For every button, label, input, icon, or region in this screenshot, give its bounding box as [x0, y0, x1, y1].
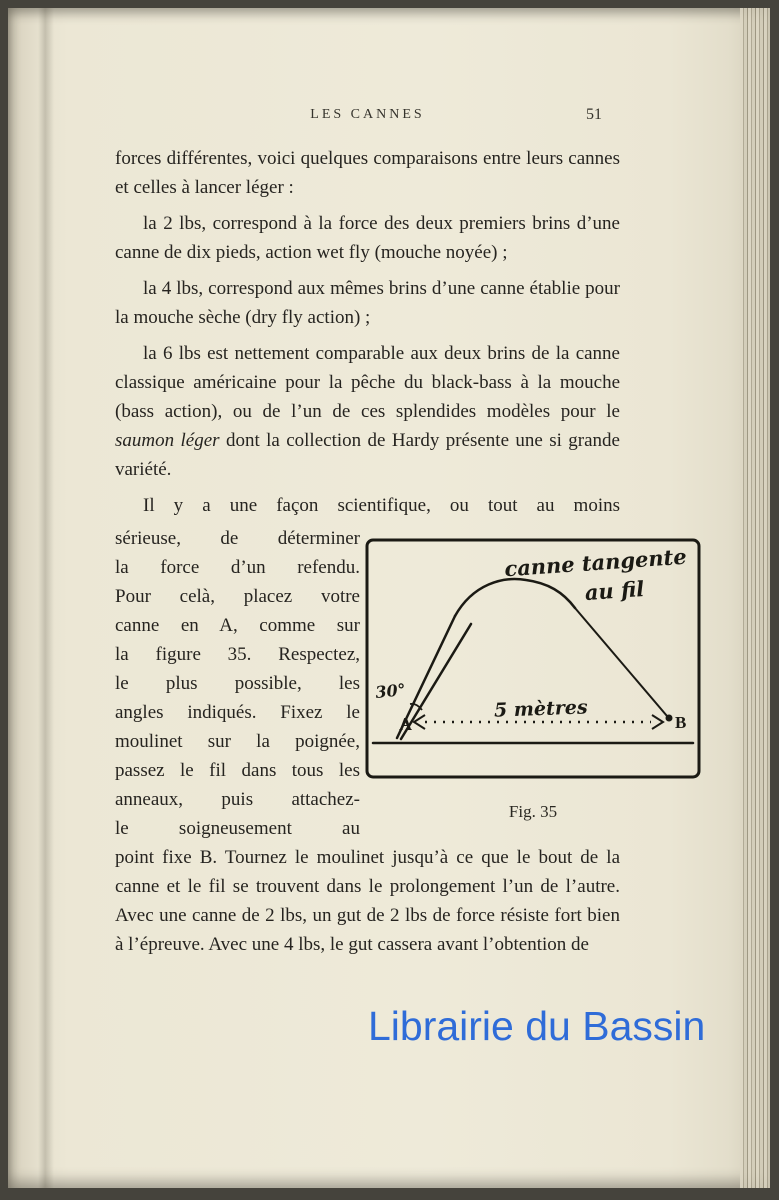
paragraph-2: la 2 lbs, correspond à la force des deux premiers brins d’une canne de dix pieds, action wet fly (mouche noyée) ;	[115, 213, 620, 263]
figure-caption: Fig. 35	[508, 802, 558, 821]
wrap-line: passez le fil dans tous les	[115, 760, 360, 781]
point-b-label: B	[675, 713, 687, 732]
page-number: 51	[586, 106, 602, 123]
wrap-line: moulinet sur la poignée,	[115, 731, 360, 752]
wrap-line: angles indiqués. Fixez le	[115, 702, 360, 723]
wrap-line: la figure 35. Respectez,	[115, 644, 360, 665]
point-a-label: A	[399, 714, 412, 734]
wrap-line: Pour celà, placez votre	[115, 586, 360, 607]
fil-line	[575, 608, 667, 716]
angle-label: 30°	[374, 679, 407, 702]
distance-label: 5 mètres	[493, 696, 588, 722]
binding-crease	[38, 8, 54, 1188]
figure-annotation-line2: au fil	[583, 575, 645, 606]
figure-annotation-line1: canne tangente	[503, 543, 688, 582]
paragraph-3: la 4 lbs, correspond aux mêmes brins d’une canne établie pour la mouche sèche (dry fly action) ;	[115, 278, 620, 328]
figure-drawing	[363, 536, 703, 781]
paragraph-4-end: dont la collection de Hardy présente une si grande variété.	[115, 430, 620, 480]
page-edge-stack	[740, 8, 770, 1188]
wrap-line: le soigneusement au	[115, 818, 360, 839]
point-b-dot	[666, 715, 673, 722]
paragraph-5-first-line: Il y a une façon scientifique, ou tout au moins	[143, 495, 620, 516]
watermark: Librairie du Bassin	[368, 1003, 706, 1049]
rod-curve	[455, 579, 575, 616]
paragraph-4-start: la 6 lbs est nettement comparable aux deux brins de la canne classique américaine pour la pêche du black-bass à la mouche (bass action), ou de l’un de ces splendides modèles pour le	[115, 343, 620, 422]
figure-and-wrapped-text	[115, 524, 700, 843]
wrap-line: sérieuse, de déterminer	[115, 528, 360, 549]
wrap-line: canne en A, comme sur	[115, 615, 360, 636]
wrap-line: le plus possible, les	[115, 673, 360, 694]
figure-35	[363, 536, 703, 826]
wrapped-text-column	[115, 524, 360, 843]
right-arrow-icon	[652, 715, 663, 729]
text-block	[115, 100, 688, 966]
running-title: LES CANNES	[310, 107, 425, 122]
paragraph-4-italic: saumon léger	[115, 430, 220, 451]
paragraph-1: forces différentes, voici quelques comparaisons entre leurs cannes et celles à lancer léger :	[115, 148, 620, 198]
wrap-line: anneaux, puis attachez-	[115, 789, 360, 810]
paragraph-4	[115, 339, 620, 484]
wrap-line: la force d’un refendu.	[115, 557, 360, 578]
page-header	[115, 100, 620, 123]
paragraph-6: point fixe B. Tournez le moulinet jusqu’à ce que le bout de la canne et le fil se trouvent dans le prolongement l’un de l’autre. Avec une canne de 2 lbs, un gut de 2 lbs de force résiste fort bien à l’épreuve. Avec une 4 lbs, le gut cassera avant l’obtention de	[115, 847, 620, 955]
